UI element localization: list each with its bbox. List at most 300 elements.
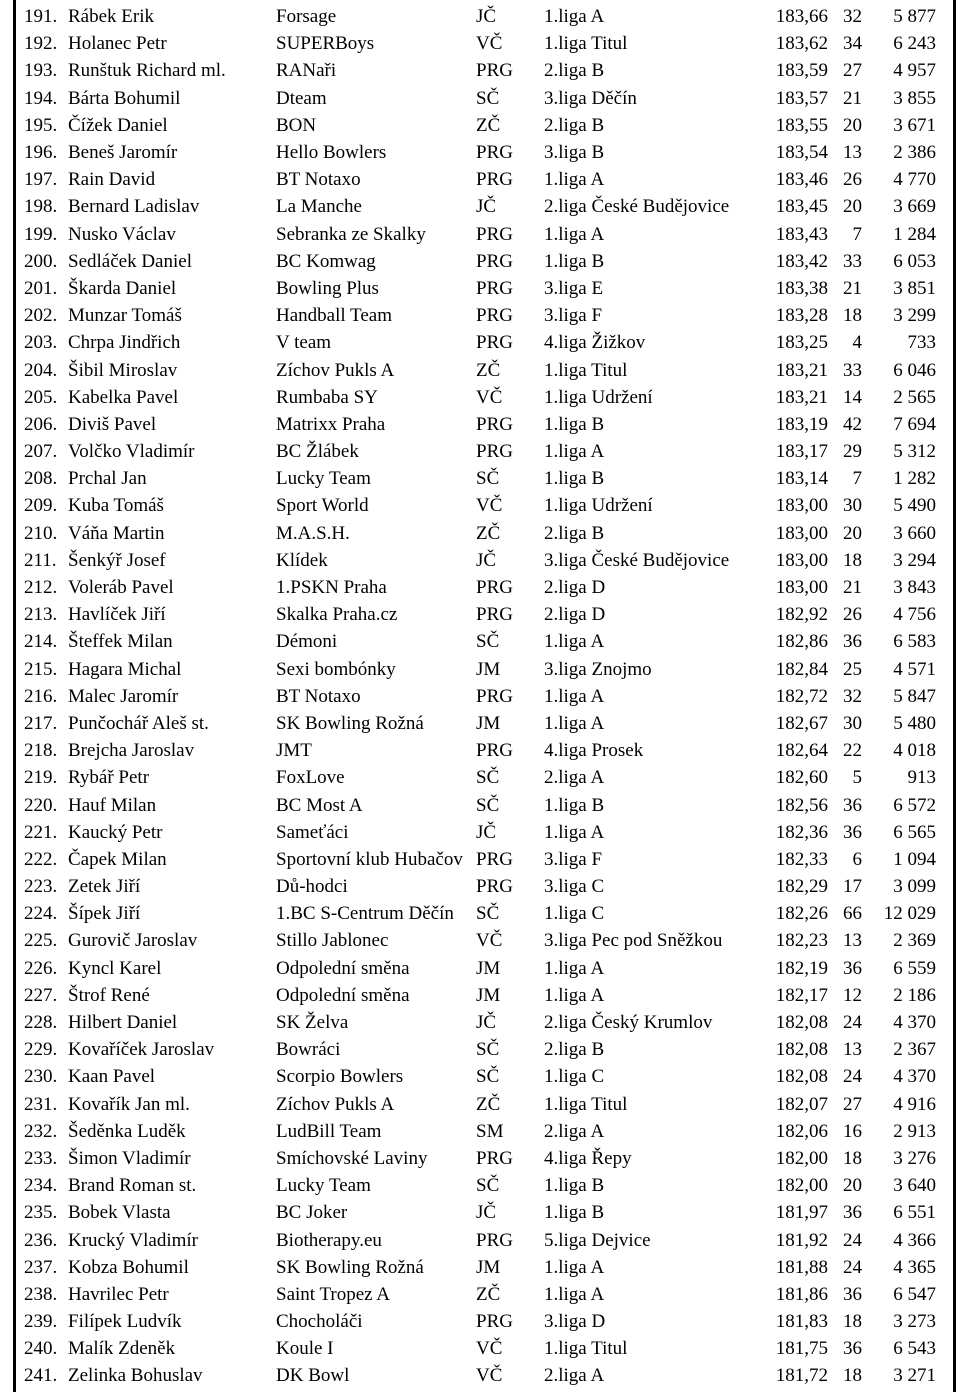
average-cell: 182,08 <box>775 1012 828 1034</box>
league-cell: 1.liga C <box>544 1066 605 1088</box>
player-name-cell: Rain David <box>68 169 156 191</box>
pins-cell: 6 053 <box>893 250 936 272</box>
table-row <box>24 900 936 927</box>
pins-cell: 4 957 <box>893 60 936 82</box>
table-row <box>24 3 936 30</box>
league-cell: 1.liga A <box>544 984 605 1006</box>
region-cell: VČ <box>476 930 503 952</box>
rank-cell: 228. <box>24 1012 58 1034</box>
table-row <box>24 683 936 710</box>
rank-cell: 194. <box>24 87 58 109</box>
average-cell: 183,19 <box>775 413 828 435</box>
games-cell: 42 <box>843 413 862 435</box>
rank-cell: 223. <box>24 876 58 898</box>
league-cell: 1.liga A <box>544 441 605 463</box>
table-row <box>24 193 936 220</box>
average-cell: 181,83 <box>775 1311 828 1333</box>
average-cell: 183,45 <box>775 196 828 218</box>
table-row <box>24 656 936 683</box>
region-cell: PRG <box>476 413 513 435</box>
rank-cell: 216. <box>24 685 58 707</box>
team-cell: Scorpio Bowlers <box>276 1066 404 1088</box>
table-row <box>24 166 936 193</box>
league-cell: 5.liga Dejvice <box>544 1229 651 1251</box>
region-cell: JM <box>476 712 501 734</box>
player-name-cell: Rábek Erik <box>68 6 155 28</box>
average-cell: 183,14 <box>775 468 828 490</box>
region-cell: SČ <box>476 767 500 789</box>
games-cell: 18 <box>843 1147 862 1169</box>
average-cell: 183,54 <box>775 142 828 164</box>
table-row <box>24 574 936 601</box>
league-cell: 2.liga České Budějovice <box>544 196 730 218</box>
rank-cell: 222. <box>24 848 58 870</box>
average-cell: 182,56 <box>775 794 828 816</box>
league-cell: 1.liga Titul <box>544 33 628 55</box>
average-cell: 182,08 <box>775 1066 828 1088</box>
team-cell: DK Bowl <box>276 1365 350 1387</box>
region-cell: JČ <box>476 1012 497 1034</box>
pins-cell: 1 284 <box>893 223 936 245</box>
average-cell: 183,17 <box>775 441 828 463</box>
league-cell: 1.liga A <box>544 631 605 653</box>
player-name-cell: Munzar Tomáš <box>68 305 182 327</box>
region-cell: PRG <box>476 1311 513 1333</box>
table-row <box>24 30 936 57</box>
average-cell: 182,36 <box>775 821 828 843</box>
pins-cell: 1 094 <box>893 848 936 870</box>
region-cell: PRG <box>476 142 513 164</box>
pins-cell: 6 572 <box>893 794 936 816</box>
player-name-cell: Šibil Miroslav <box>68 359 178 381</box>
rank-cell: 227. <box>24 984 58 1006</box>
pins-cell: 2 367 <box>893 1039 936 1061</box>
rank-cell: 233. <box>24 1147 58 1169</box>
league-cell: 3.liga C <box>544 876 605 898</box>
player-name-cell: Rybář Petr <box>68 767 150 789</box>
average-cell: 183,00 <box>775 549 828 571</box>
player-name-cell: Hilbert Daniel <box>68 1012 178 1034</box>
average-cell: 182,29 <box>775 876 828 898</box>
average-cell: 183,21 <box>775 359 828 381</box>
rank-cell: 239. <box>24 1311 58 1333</box>
league-cell: 1.liga A <box>544 1256 605 1278</box>
table-row <box>24 1335 936 1362</box>
table-row <box>24 112 936 139</box>
table-row <box>24 302 936 329</box>
team-cell: BC Most A <box>276 794 363 816</box>
team-cell: SUPERBoys <box>276 33 375 55</box>
league-cell: 1.liga B <box>544 250 605 272</box>
player-name-cell: Kyncl Karel <box>68 957 162 979</box>
team-cell: Sexi bombónky <box>276 658 396 680</box>
league-cell: 3.liga F <box>544 848 603 870</box>
rank-cell: 209. <box>24 495 58 517</box>
player-name-cell: Kaucký Petr <box>68 821 163 843</box>
rank-cell: 198. <box>24 196 58 218</box>
region-cell: PRG <box>476 1229 513 1251</box>
team-cell: Matrixx Praha <box>276 413 386 435</box>
player-name-cell: Prchal Jan <box>68 468 147 490</box>
team-cell: BC Komwag <box>276 250 376 272</box>
rank-cell: 212. <box>24 577 58 599</box>
league-cell: 1.liga A <box>544 712 605 734</box>
games-cell: 5 <box>852 767 862 789</box>
pins-cell: 4 365 <box>893 1256 936 1278</box>
table-row <box>24 982 936 1009</box>
player-name-cell: Kuba Tomáš <box>68 495 164 517</box>
games-cell: 29 <box>843 441 862 463</box>
average-cell: 182,23 <box>775 930 828 952</box>
player-name-cell: Punčochář Aleš st. <box>68 712 209 734</box>
rank-cell: 229. <box>24 1039 58 1061</box>
team-cell: Démoni <box>276 631 338 653</box>
pins-cell: 3 851 <box>893 277 936 299</box>
average-cell: 183,25 <box>775 332 828 354</box>
average-cell: 182,00 <box>775 1175 828 1197</box>
player-name-cell: Zelinka Bohuslav <box>68 1365 203 1387</box>
league-cell: 2.liga B <box>544 114 605 136</box>
games-cell: 36 <box>843 957 862 979</box>
league-cell: 1.liga C <box>544 903 605 925</box>
player-name-cell: Hagara Michal <box>68 658 182 680</box>
pins-cell: 6 583 <box>893 631 936 653</box>
region-cell: PRG <box>476 169 513 191</box>
region-cell: JČ <box>476 1202 497 1224</box>
average-cell: 182,07 <box>775 1093 828 1115</box>
table-row <box>24 275 936 302</box>
rank-cell: 206. <box>24 413 58 435</box>
games-cell: 36 <box>843 1283 862 1305</box>
player-name-cell: Bernard Ladislav <box>68 196 200 218</box>
region-cell: PRG <box>476 740 513 762</box>
player-name-cell: Havlíček Jiří <box>68 604 166 626</box>
region-cell: JM <box>476 658 501 680</box>
pins-cell: 3 671 <box>893 114 936 136</box>
pins-cell: 3 855 <box>893 87 936 109</box>
table-row <box>24 492 936 519</box>
rank-cell: 231. <box>24 1093 58 1115</box>
player-name-cell: Bobek Vlasta <box>68 1202 171 1224</box>
average-cell: 181,86 <box>775 1283 828 1305</box>
league-cell: 3.liga Znojmo <box>544 658 652 680</box>
team-cell: BC Žlábek <box>276 441 359 463</box>
pins-cell: 3 294 <box>893 549 936 571</box>
league-cell: 3.liga D <box>544 1311 606 1333</box>
average-cell: 182,67 <box>775 712 828 734</box>
games-cell: 12 <box>843 984 862 1006</box>
region-cell: VČ <box>476 33 503 55</box>
average-cell: 182,60 <box>775 767 828 789</box>
average-cell: 182,92 <box>775 604 828 626</box>
games-cell: 30 <box>843 495 862 517</box>
pins-cell: 5 480 <box>893 712 936 734</box>
team-cell: Dů-hodci <box>276 876 348 898</box>
region-cell: PRG <box>476 685 513 707</box>
league-cell: 3.liga Pec pod Sněžkou <box>544 930 723 952</box>
pins-cell: 12 029 <box>883 903 936 925</box>
region-cell: ZČ <box>476 522 501 544</box>
table-row <box>24 710 936 737</box>
games-cell: 24 <box>843 1066 862 1088</box>
region-cell: VČ <box>476 495 503 517</box>
rank-cell: 214. <box>24 631 58 653</box>
table-row <box>24 139 936 166</box>
average-cell: 183,66 <box>775 6 828 28</box>
player-name-cell: Kaan Pavel <box>68 1066 156 1088</box>
team-cell: LudBill Team <box>276 1120 382 1142</box>
league-cell: 1.liga Titul <box>544 1338 628 1360</box>
league-cell: 1.liga A <box>544 685 605 707</box>
team-cell: Skalka Praha.cz <box>276 604 398 626</box>
player-name-cell: Kobza Bohumil <box>68 1256 189 1278</box>
team-cell: Bowráci <box>276 1039 341 1061</box>
team-cell: Saint Tropez A <box>276 1283 391 1305</box>
pins-cell: 2 386 <box>893 142 936 164</box>
rank-cell: 197. <box>24 169 58 191</box>
pins-cell: 913 <box>907 767 936 789</box>
player-name-cell: Diviš Pavel <box>68 413 157 435</box>
games-cell: 24 <box>843 1229 862 1251</box>
average-cell: 182,08 <box>775 1039 828 1061</box>
player-name-cell: Zetek Jiří <box>68 876 141 898</box>
games-cell: 34 <box>843 33 862 55</box>
average-cell: 183,28 <box>775 305 828 327</box>
average-cell: 183,59 <box>775 60 828 82</box>
pins-cell: 4 018 <box>893 740 936 762</box>
player-name-cell: Štrof René <box>68 984 150 1006</box>
games-cell: 26 <box>843 604 862 626</box>
rank-cell: 193. <box>24 60 58 82</box>
games-cell: 24 <box>843 1012 862 1034</box>
average-cell: 182,06 <box>775 1120 828 1142</box>
team-cell: BT Notaxo <box>276 685 361 707</box>
region-cell: VČ <box>476 1338 503 1360</box>
region-cell: ZČ <box>476 114 501 136</box>
average-cell: 182,86 <box>775 631 828 653</box>
rank-cell: 219. <box>24 767 58 789</box>
player-name-cell: Sedláček Daniel <box>68 250 192 272</box>
team-cell: Dteam <box>276 87 327 109</box>
region-cell: PRG <box>476 277 513 299</box>
player-name-cell: Hauf Milan <box>68 794 157 816</box>
league-cell: 3.liga F <box>544 305 603 327</box>
team-cell: Sebranka ze Skalky <box>276 223 426 245</box>
region-cell: PRG <box>476 250 513 272</box>
region-cell: JM <box>476 957 501 979</box>
table-row <box>24 1009 936 1036</box>
player-name-cell: Šteffek Milan <box>68 631 173 653</box>
region-cell: SM <box>476 1120 504 1142</box>
player-name-cell: Kabelka Pavel <box>68 386 179 408</box>
team-cell: Sameťáci <box>276 821 349 843</box>
league-cell: 1.liga A <box>544 821 605 843</box>
region-cell: PRG <box>476 60 513 82</box>
pins-cell: 1 282 <box>893 468 936 490</box>
table-row <box>24 1036 936 1063</box>
league-cell: 3.liga Děčín <box>544 87 637 109</box>
player-name-cell: Nusko Václav <box>68 223 176 245</box>
games-cell: 20 <box>843 196 862 218</box>
league-cell: 2.liga Český Krumlov <box>544 1012 713 1034</box>
region-cell: SČ <box>476 1039 500 1061</box>
average-cell: 182,84 <box>775 658 828 680</box>
rank-cell: 224. <box>24 903 58 925</box>
league-cell: 1.liga Udržení <box>544 386 653 408</box>
games-cell: 33 <box>843 250 862 272</box>
team-cell: Odpolední směna <box>276 984 410 1006</box>
league-cell: 1.liga B <box>544 1202 605 1224</box>
league-cell: 2.liga A <box>544 1365 605 1387</box>
region-cell: JČ <box>476 196 497 218</box>
pins-cell: 6 565 <box>893 821 936 843</box>
games-cell: 32 <box>843 6 862 28</box>
rank-cell: 241. <box>24 1365 58 1387</box>
player-name-cell: Beneš Jaromír <box>68 142 178 164</box>
player-name-cell: Gurovič Jaroslav <box>68 930 198 952</box>
table-row <box>24 248 936 275</box>
region-cell: ZČ <box>476 1283 501 1305</box>
table-row <box>24 411 936 438</box>
games-cell: 21 <box>843 577 862 599</box>
table-row <box>24 1118 936 1145</box>
games-cell: 20 <box>843 1175 862 1197</box>
games-cell: 36 <box>843 821 862 843</box>
region-cell: JČ <box>476 549 497 571</box>
player-name-cell: Škarda Daniel <box>68 277 177 299</box>
rank-cell: 210. <box>24 522 58 544</box>
games-cell: 27 <box>843 1093 862 1115</box>
team-cell: Sportovní klub Hubačov <box>276 848 463 870</box>
pins-cell: 4 571 <box>893 658 936 680</box>
rank-cell: 238. <box>24 1283 58 1305</box>
player-name-cell: Šeděnka Luděk <box>68 1120 186 1142</box>
team-cell: M.A.S.H. <box>276 522 350 544</box>
region-cell: PRG <box>476 876 513 898</box>
league-cell: 2.liga D <box>544 604 606 626</box>
pins-cell: 6 551 <box>893 1202 936 1224</box>
rank-cell: 217. <box>24 712 58 734</box>
team-cell: Zíchov Pukls A <box>276 1093 395 1115</box>
rank-cell: 221. <box>24 821 58 843</box>
league-cell: 4.liga Žižkov <box>544 332 646 354</box>
right-border-line <box>953 0 956 1392</box>
region-cell: SČ <box>476 1066 500 1088</box>
rank-cell: 232. <box>24 1120 58 1142</box>
table-row <box>24 601 936 628</box>
region-cell: SČ <box>476 87 500 109</box>
player-name-cell: Malec Jaromír <box>68 685 179 707</box>
pins-cell: 4 756 <box>893 604 936 626</box>
team-cell: Lucky Team <box>276 1175 371 1197</box>
player-name-cell: Filípek Ludvík <box>68 1311 182 1333</box>
pins-cell: 3 843 <box>893 577 936 599</box>
average-cell: 183,42 <box>775 250 828 272</box>
league-cell: 3.liga České Budějovice <box>544 549 730 571</box>
league-cell: 1.liga Titul <box>544 359 628 381</box>
rank-cell: 226. <box>24 957 58 979</box>
region-cell: SČ <box>476 903 500 925</box>
player-name-cell: Bárta Bohumil <box>68 87 181 109</box>
player-name-cell: Šenkýř Josef <box>68 549 166 571</box>
average-cell: 181,75 <box>775 1338 828 1360</box>
games-cell: 66 <box>843 903 862 925</box>
team-cell: V team <box>276 332 332 354</box>
pins-cell: 2 186 <box>893 984 936 1006</box>
team-cell: RANaři <box>276 60 337 82</box>
games-cell: 20 <box>843 114 862 136</box>
table-row <box>24 873 936 900</box>
table-row <box>24 520 936 547</box>
table-row <box>24 764 936 791</box>
player-name-cell: Brand Roman st. <box>68 1175 197 1197</box>
region-cell: SČ <box>476 1175 500 1197</box>
region-cell: ZČ <box>476 1093 501 1115</box>
table-row <box>24 846 936 873</box>
games-cell: 14 <box>843 386 862 408</box>
league-cell: 1.liga A <box>544 169 605 191</box>
team-cell: Hello Bowlers <box>276 142 387 164</box>
pins-cell: 4 370 <box>893 1012 936 1034</box>
region-cell: JM <box>476 984 501 1006</box>
league-cell: 1.liga Udržení <box>544 495 653 517</box>
games-cell: 21 <box>843 277 862 299</box>
player-name-cell: Runštuk Richard ml. <box>68 60 226 82</box>
pins-cell: 2 913 <box>893 1120 936 1142</box>
player-name-cell: Váňa Martin <box>68 522 165 544</box>
rank-cell: 192. <box>24 33 58 55</box>
region-cell: PRG <box>476 305 513 327</box>
league-cell: 3.liga B <box>544 142 605 164</box>
team-cell: Chocholáči <box>276 1311 363 1333</box>
rank-cell: 234. <box>24 1175 58 1197</box>
average-cell: 182,33 <box>775 848 828 870</box>
pins-cell: 5 312 <box>893 441 936 463</box>
average-cell: 181,88 <box>775 1256 828 1278</box>
pins-cell: 7 694 <box>893 413 936 435</box>
league-cell: 1.liga B <box>544 413 605 435</box>
region-cell: ZČ <box>476 359 501 381</box>
pins-cell: 3 271 <box>893 1365 936 1387</box>
pins-cell: 733 <box>907 332 936 354</box>
left-border-line <box>13 0 16 1392</box>
pins-cell: 6 543 <box>893 1338 936 1360</box>
table-row <box>24 1308 936 1335</box>
games-cell: 13 <box>843 930 862 952</box>
pins-cell: 6 046 <box>893 359 936 381</box>
league-cell: 1.liga B <box>544 1175 605 1197</box>
average-cell: 183,43 <box>775 223 828 245</box>
league-cell: 2.liga D <box>544 577 606 599</box>
games-cell: 32 <box>843 685 862 707</box>
team-cell: BT Notaxo <box>276 169 361 191</box>
games-cell: 13 <box>843 1039 862 1061</box>
rank-cell: 200. <box>24 250 58 272</box>
player-name-cell: Holanec Petr <box>68 33 167 55</box>
rank-cell: 225. <box>24 930 58 952</box>
team-cell: Zíchov Pukls A <box>276 359 395 381</box>
games-cell: 24 <box>843 1256 862 1278</box>
rank-cell: 196. <box>24 142 58 164</box>
team-cell: Rumbaba SY <box>276 386 378 408</box>
player-name-cell: Krucký Vladimír <box>68 1229 198 1251</box>
average-cell: 183,21 <box>775 386 828 408</box>
table-row <box>24 628 936 655</box>
games-cell: 36 <box>843 1202 862 1224</box>
player-name-cell: Brejcha Jaroslav <box>68 740 195 762</box>
team-cell: Handball Team <box>276 305 392 327</box>
games-cell: 7 <box>852 468 862 490</box>
